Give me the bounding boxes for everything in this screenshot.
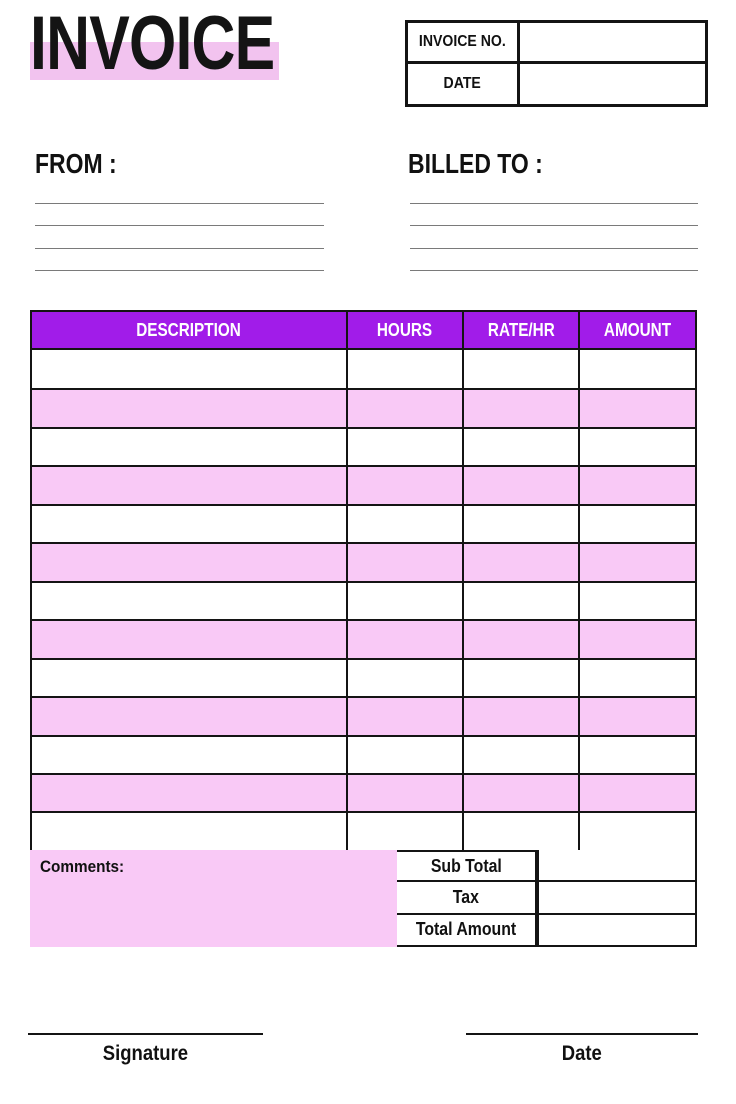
date-label: DATE bbox=[408, 64, 520, 105]
table-row bbox=[32, 350, 695, 388]
billed-to-line-field[interactable] bbox=[410, 226, 698, 249]
description-cell[interactable] bbox=[32, 698, 348, 734]
description-cell[interactable] bbox=[32, 350, 348, 388]
hours-cell[interactable] bbox=[348, 429, 464, 465]
from-line-field[interactable] bbox=[35, 226, 324, 249]
description-cell[interactable] bbox=[32, 621, 348, 657]
description-cell[interactable] bbox=[32, 660, 348, 696]
summary-label: Sub Total bbox=[397, 850, 537, 882]
amount-cell[interactable] bbox=[580, 350, 695, 388]
rate-cell[interactable] bbox=[464, 737, 580, 773]
rate-cell[interactable] bbox=[464, 621, 580, 657]
rate-cell[interactable] bbox=[464, 467, 580, 503]
hours-cell[interactable] bbox=[348, 660, 464, 696]
invoice-meta-box bbox=[405, 20, 708, 107]
hours-cell[interactable] bbox=[348, 775, 464, 811]
hours-cell[interactable] bbox=[348, 390, 464, 426]
amount-cell[interactable] bbox=[580, 583, 695, 619]
table-row bbox=[32, 388, 695, 426]
description-cell[interactable] bbox=[32, 390, 348, 426]
table-row bbox=[32, 735, 695, 773]
rate-cell[interactable] bbox=[464, 583, 580, 619]
summary-table bbox=[397, 850, 697, 947]
table-row bbox=[32, 658, 695, 696]
summary-value-field[interactable] bbox=[537, 882, 697, 914]
rate-cell[interactable] bbox=[464, 775, 580, 811]
footer-date-field[interactable] bbox=[466, 1033, 698, 1066]
rate-cell[interactable] bbox=[464, 350, 580, 388]
amount-cell[interactable] bbox=[580, 775, 695, 811]
from-line-field[interactable] bbox=[35, 204, 324, 227]
rate-cell[interactable] bbox=[464, 544, 580, 580]
hours-cell[interactable] bbox=[348, 350, 464, 388]
table-row bbox=[32, 427, 695, 465]
description-cell[interactable] bbox=[32, 506, 348, 542]
signature-field[interactable] bbox=[28, 1033, 263, 1066]
comments-field[interactable] bbox=[30, 850, 397, 947]
table-header-cell: DESCRIPTION bbox=[32, 312, 348, 348]
billed-to-line-field[interactable] bbox=[410, 249, 698, 272]
amount-cell[interactable] bbox=[580, 506, 695, 542]
from-line-field[interactable] bbox=[35, 181, 324, 204]
description-cell[interactable] bbox=[32, 775, 348, 811]
amount-cell[interactable] bbox=[580, 813, 695, 849]
comments-label: Comments: bbox=[40, 857, 125, 876]
hours-cell[interactable] bbox=[348, 621, 464, 657]
table-row bbox=[32, 811, 695, 849]
signature-label: Signature bbox=[102, 1042, 189, 1065]
from-heading: FROM : bbox=[35, 148, 117, 179]
footer-date-label: Date bbox=[561, 1042, 603, 1065]
amount-cell[interactable] bbox=[580, 621, 695, 657]
billed-to-heading: BILLED TO : bbox=[408, 148, 543, 179]
rate-cell[interactable] bbox=[464, 813, 580, 849]
hours-cell[interactable] bbox=[348, 506, 464, 542]
date-field[interactable] bbox=[520, 64, 705, 105]
table-row bbox=[32, 542, 695, 580]
table-header-row bbox=[32, 312, 695, 350]
table-row bbox=[32, 465, 695, 503]
hours-cell[interactable] bbox=[348, 544, 464, 580]
hours-cell[interactable] bbox=[348, 583, 464, 619]
hours-cell[interactable] bbox=[348, 467, 464, 503]
description-cell[interactable] bbox=[32, 737, 348, 773]
amount-cell[interactable] bbox=[580, 429, 695, 465]
description-cell[interactable] bbox=[32, 544, 348, 580]
table-header-cell: HOURS bbox=[348, 312, 464, 348]
table-body bbox=[32, 350, 695, 850]
line-items-table bbox=[30, 310, 697, 852]
from-line-field[interactable] bbox=[35, 249, 324, 272]
hours-cell[interactable] bbox=[348, 813, 464, 849]
description-cell[interactable] bbox=[32, 813, 348, 849]
billed-to-line-field[interactable] bbox=[410, 181, 698, 204]
table-row bbox=[32, 581, 695, 619]
table-row bbox=[32, 504, 695, 542]
from-address-lines bbox=[35, 181, 324, 271]
billed-to-line-field[interactable] bbox=[410, 204, 698, 227]
summary-value-field[interactable] bbox=[537, 850, 697, 882]
hours-cell[interactable] bbox=[348, 698, 464, 734]
amount-cell[interactable] bbox=[580, 544, 695, 580]
billed-to-address-lines bbox=[410, 181, 698, 271]
amount-cell[interactable] bbox=[580, 467, 695, 503]
page-title: INVOICE bbox=[30, 1, 275, 86]
description-cell[interactable] bbox=[32, 467, 348, 503]
table-row bbox=[32, 696, 695, 734]
description-cell[interactable] bbox=[32, 583, 348, 619]
amount-cell[interactable] bbox=[580, 698, 695, 734]
amount-cell[interactable] bbox=[580, 737, 695, 773]
rate-cell[interactable] bbox=[464, 506, 580, 542]
rate-cell[interactable] bbox=[464, 390, 580, 426]
invoice-no-field[interactable] bbox=[520, 23, 705, 64]
table-row bbox=[32, 619, 695, 657]
hours-cell[interactable] bbox=[348, 737, 464, 773]
description-cell[interactable] bbox=[32, 429, 348, 465]
rate-cell[interactable] bbox=[464, 660, 580, 696]
table-header-cell: AMOUNT bbox=[603, 319, 672, 340]
summary-value-field[interactable] bbox=[537, 915, 697, 947]
amount-cell[interactable] bbox=[580, 390, 695, 426]
amount-cell[interactable] bbox=[580, 660, 695, 696]
table-row bbox=[32, 773, 695, 811]
rate-cell[interactable] bbox=[464, 429, 580, 465]
invoice-no-label: INVOICE NO. bbox=[408, 23, 520, 64]
summary-label: Total Amount bbox=[397, 915, 537, 947]
summary-label: Tax bbox=[397, 882, 537, 914]
table-header-cell: RATE/HR bbox=[464, 312, 580, 348]
rate-cell[interactable] bbox=[464, 698, 580, 734]
totals-section bbox=[30, 850, 697, 947]
